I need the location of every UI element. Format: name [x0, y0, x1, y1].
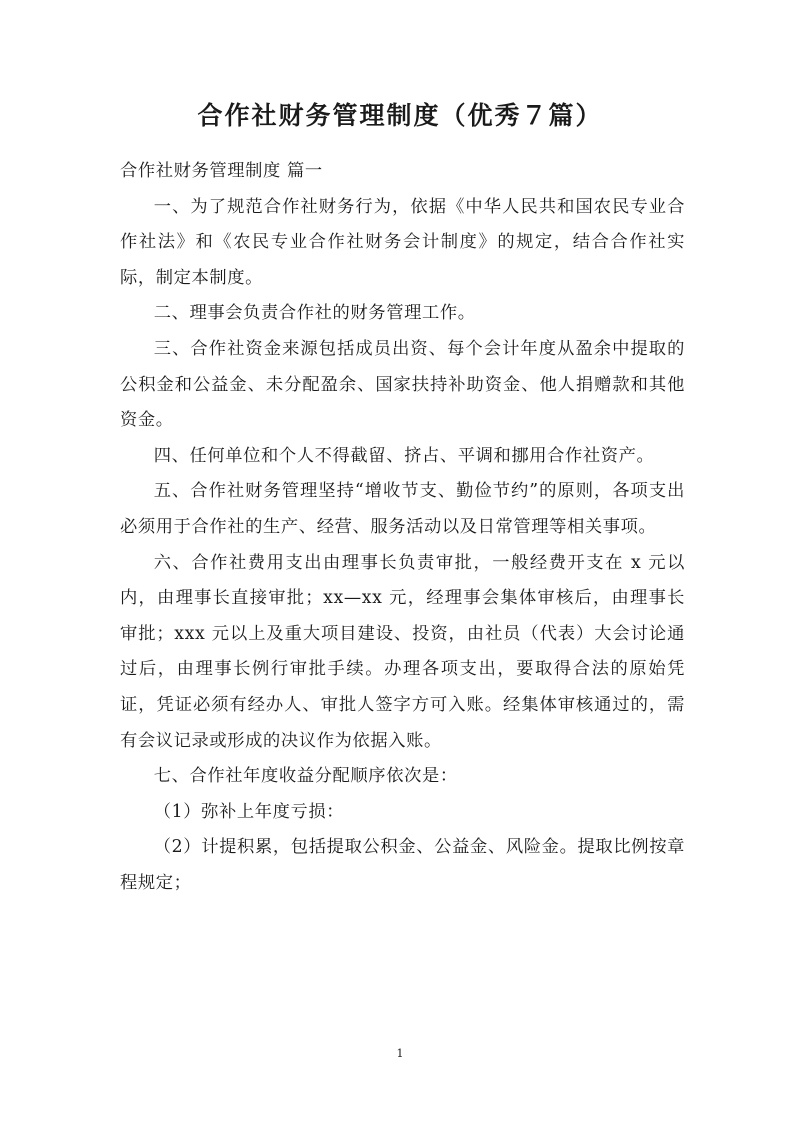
paragraph-9: （2）计提积累，包括提取公积金、公益金、风险金。提取比例按章程规定； [120, 837, 685, 893]
paragraph-3: 三、合作社资金来源包括成员出资、每个会计年度从盈余中提取的公积金和公益金、未分配盈余、国家扶持补助资金、他人捐赠款和其他资金。 [120, 338, 685, 431]
paragraph-7: 七、合作社年度收益分配顺序依次是： [153, 766, 458, 787]
section-subtitle: 合作社财务管理制度 篇一 [120, 161, 323, 181]
paragraph-5: 五、合作社财务管理坚持“增收节支、勤俭节约”的原则，各项支出必须用于合作社的生产、经营、服务活动以及日常管理等相关事项。 [120, 481, 685, 537]
paragraph-6: 六、合作社费用支出由理事长负责审批，一般经费开支在 x 元以内，由理事长直接审批；xx—xx 元，经理事会集体审核后，由理事长审批；xxx 元以上及重大项目建设、投资，由社员（代表）大会讨论通过后，由理事长例行审批手续。办理各项支出，要取得合法的原始凭证，凭证必须有经办人、审批人签字方可入账。经集体审核通过的，需有会议记录或形成的决议作为依据入账。 [120, 552, 685, 751]
paragraph-8: （1）弥补上年度亏损： [153, 801, 345, 822]
page-number: 1 [396, 1047, 404, 1060]
document-body [120, 154, 685, 901]
paragraph-1: 一、为了规范合作社财务行为，依据《中华人民共和国农民专业合作社法》和《农民专业合作社财务会计制度》的规定，结合合作社实际，制定本制度。 [120, 196, 685, 288]
paragraph-4: 四、任何单位和个人不得截留、挤占、平调和挪用合作社资产。 [153, 445, 655, 466]
paragraph-2: 二、理事会负责合作社的财务管理工作。 [153, 303, 476, 324]
document-title: 合作社财务管理制度（优秀７篇） [197, 101, 603, 130]
